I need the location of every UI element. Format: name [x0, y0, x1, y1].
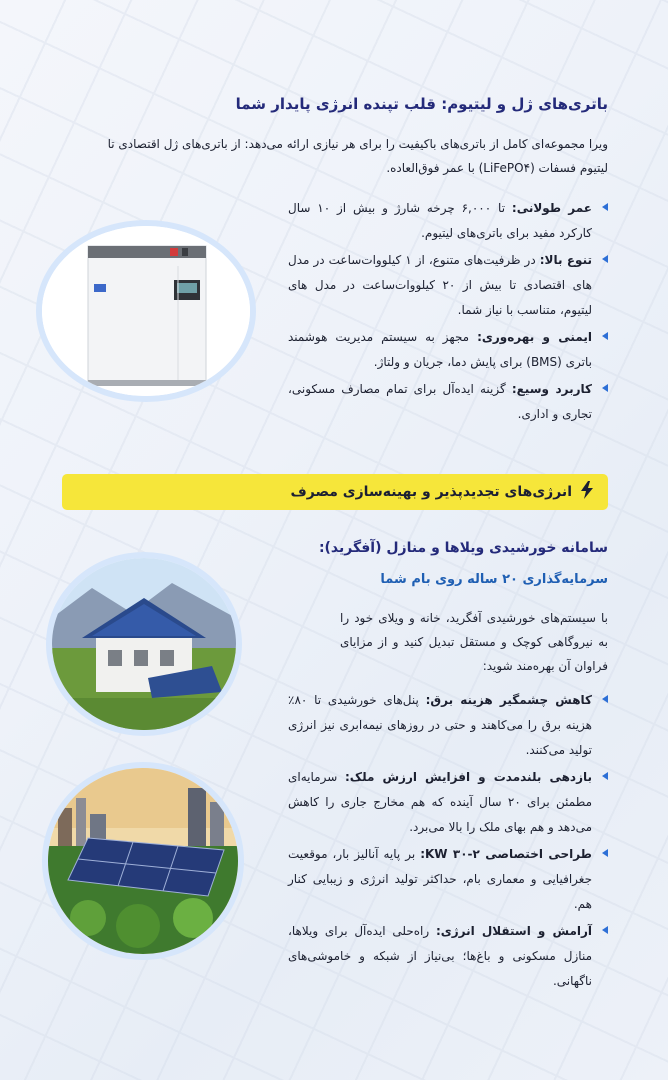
bullet-text: گزینه ایده‌آل برای تمام مصارف مسکونی، تجاری و اداری. [288, 382, 592, 421]
bullet-text: بر پایه آنالیز بار، موقعیت جغرافیایی و معماری بام، حداکثر تولید انرژی و زیبایی کنار هم. [288, 847, 592, 911]
rooftop-solar-garden-image [48, 768, 238, 954]
bullet-title: ایمنی و بهره‌وری: [477, 330, 592, 344]
bullet-text: در ظرفیت‌های متنوع، از ۱ کیلووات‌ساعت در مدل های اقتصادی تا بیش از ۲۰ کیلووات‌ساعت در مدل های لیتیوم، متناسب با نیاز شما. [288, 253, 592, 317]
bullet-title: تنوع بالا: [539, 253, 592, 267]
battery-cabinet-illustration [42, 226, 250, 396]
bullet-arrow-icon [602, 332, 608, 340]
bullet-arrow-icon [602, 695, 608, 703]
section1-intro [34, 132, 608, 180]
bullet-text: پنل‌های خورشیدی تا ۸۰٪ هزینه برق را می‌کاهند و حتی در روزهای نیمه‌ابری نیز انرژی تولید می‌کنند. [288, 693, 592, 757]
section-banner [62, 474, 608, 510]
section2-title: سامانه خورشیدی ویلاها و منازل (آفگرید): [318, 540, 608, 556]
section1-title: باتری‌های ژل و لیتیوم: قلب تپنده انرژی پایدار شما [235, 95, 608, 113]
bullet-title: کاربرد وسیع: [511, 382, 592, 396]
bullet-text: راه‌حلی ایده‌آل برای ویلاها، منازل مسکونی و باغ‌ها؛ بی‌نیاز از شبکه و خاموشی‌های ناگهانی. [288, 924, 592, 988]
section2-subtitle: سرمایه‌گذاری ۲۰ ساله روی بام شما [380, 572, 608, 587]
list-item [288, 325, 608, 375]
bullet-text: سرمایه‌ای مطمئن برای ۲۰ سال آینده که هم مخارج جاری را کاهش می‌دهد و هم بهای ملک را بالا می‌برد. [288, 770, 593, 834]
bullet-title: عمر طولانی: [511, 201, 593, 215]
bullet-title: آرامش و استقلال انرژی: [435, 924, 593, 938]
rooftop-garden-illustration [48, 768, 238, 954]
list-item [288, 248, 608, 323]
bullet-arrow-icon [602, 772, 608, 780]
bullet-arrow-icon [602, 203, 608, 211]
list-item [288, 377, 608, 427]
villa-solar-roof-image [52, 558, 236, 730]
battery-image [42, 226, 250, 396]
bullet-arrow-icon [602, 926, 608, 934]
section1-intro-line2: لیتیوم فسفات (LiFePO۴) با عمر فوق‌العاده. [386, 161, 608, 175]
bullet-arrow-icon [602, 255, 608, 263]
villa-illustration [52, 558, 236, 730]
section1-bullet-list [288, 196, 608, 429]
bullet-title: طراحی اختصاصی KW ۳۰-۲: [420, 847, 592, 861]
bullet-arrow-icon [602, 384, 608, 392]
section2-intro: با سیستم‌های خورشیدی آفگرید، خانه و ویلای خود را به نیروگاهی کوچک و مستقل تبدیل کنید و از مزایای فراوان آن بهره‌مند شوید: [340, 611, 608, 673]
list-item [288, 919, 608, 994]
bullet-text: مجهز به سیستم مدیریت هوشمند باتری (BMS) برای پایش دما، جریان و ولتاژ. [288, 330, 592, 369]
list-item [288, 688, 608, 763]
banner-title: انرژی‌های تجدیدپذیر و بهینه‌سازی مصرف [290, 484, 572, 500]
section2-bullet-list [288, 688, 608, 996]
list-item [288, 765, 608, 840]
list-item [288, 842, 608, 917]
bullet-title: کاهش چشمگیر هزینه برق: [425, 693, 592, 707]
section1-intro-line1: ویرا مجموعه‌ای کامل از باتری‌های باکیفیت را برای هر نیازی ارائه می‌دهد: از باتری‌های ژل اقتصادی تا [107, 137, 608, 151]
lightning-icon [580, 481, 594, 503]
list-item [288, 196, 608, 246]
bullet-title: بازدهی بلندمدت و افزایش ارزش ملک: [344, 770, 592, 784]
bullet-text: تا ۶,۰۰۰ چرخه شارژ و بیش از ۱۰ سال کارکرد مفید برای باتری‌های لیتیوم. [288, 201, 592, 240]
bullet-arrow-icon [602, 849, 608, 857]
